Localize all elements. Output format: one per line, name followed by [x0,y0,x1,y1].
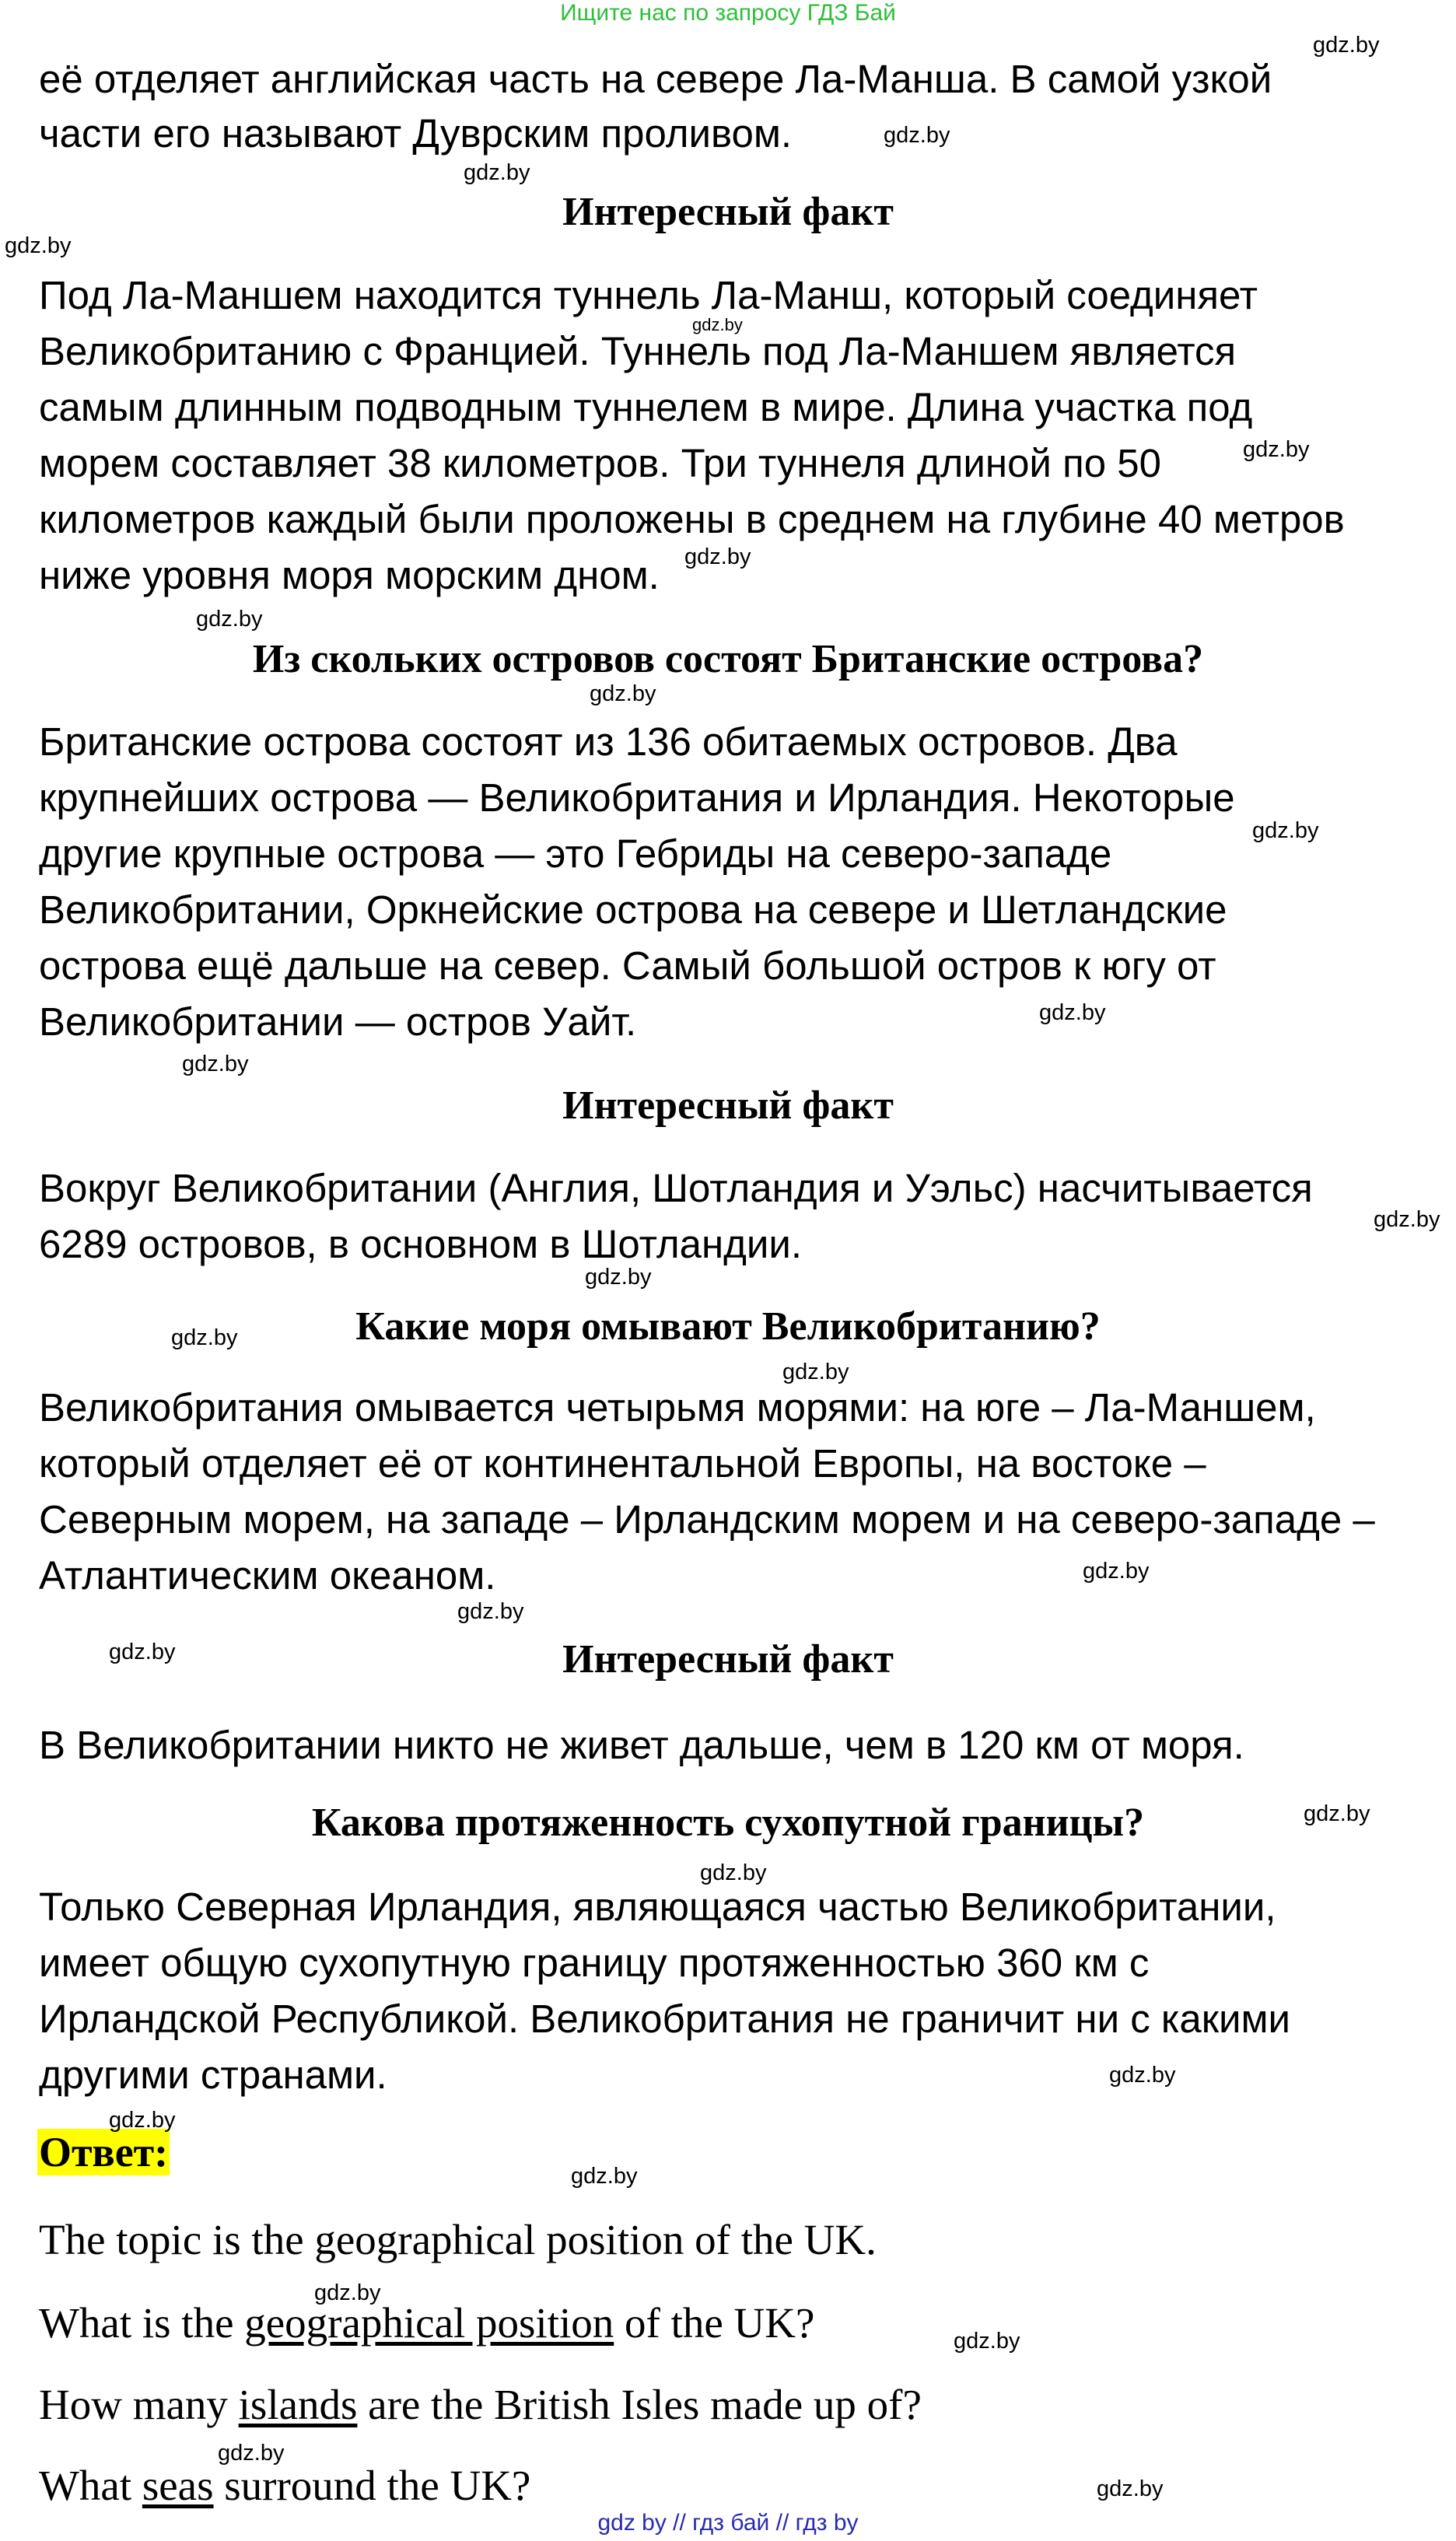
footer-links[interactable]: gdz by // гдз бай // гдз by [597,2510,859,2536]
watermark: gdz.by [700,1860,767,1885]
paragraph-line: Северным морем, на западе – Ирландским морем и на северо-западе – [39,1497,1375,1542]
top-banner[interactable]: Ищите нас по запросу ГДЗ Бай [560,0,896,26]
answer-line-4 [39,2461,530,2511]
watermark: gdz.by [954,2329,1020,2354]
paragraph-line: Под Ла-Маншем находится туннель Ла-Манш, который соединяет [39,273,1258,317]
watermark: gdz.by [109,1640,176,1664]
paragraph-line: самым длинным подводным туннелем в мире. Длина участка под [39,385,1253,429]
watermark: gdz.by [457,1599,524,1624]
watermark: gdz.by [1313,33,1380,58]
answer-keyword: islands [238,2381,358,2428]
paragraph-line: который отделяет её от континентальной Европы, на востоке – [39,1441,1206,1486]
section-heading-seas: Какие моря омывают Великобританию? [355,1304,1101,1349]
paragraph-line: Великобритании, Оркнейские острова на севере и Шетландские [39,887,1227,932]
watermark: gdz.by [171,1325,238,1350]
answer-line-text: surround the UK? [213,2462,531,2509]
paragraph-line: ниже уровня моря морским дном. [39,553,660,597]
watermark: gdz.by [1374,1207,1440,1232]
watermark: gdz.by [1109,2063,1176,2088]
paragraph-line: крупнейших острова — Великобритания и Ирландия. Некоторые [39,775,1235,820]
watermark: gdz.by [109,2108,176,2133]
paragraph-line: Вокруг Великобритании (Англия, Шотландия и Уэльс) насчитывается [39,1166,1313,1210]
watermark: gdz.by [684,544,751,569]
watermark: gdz.by [1252,818,1319,843]
watermark: gdz.by [692,315,743,334]
watermark: gdz.by [1097,2476,1164,2501]
paragraph-line: Атлантическим океаном. [39,1553,496,1598]
intro-line-2: части его называют Дуврским проливом. [39,111,793,156]
watermark: gdz.by [5,233,72,258]
watermark: gdz.by [314,2280,381,2305]
answer-line-text: How many [39,2381,239,2428]
paragraph-line: морем составляет 38 километров. Три туннеля длиной по 50 [39,441,1161,485]
section-heading-land-border: Какова протяженность сухопутной границы? [311,1801,1145,1845]
paragraph-line: другими странами. [39,2053,387,2097]
paragraph-line: Только Северная Ирландия, являющаяся частью Великобритании, [39,1885,1276,1929]
paragraph-line: другие крупные острова — это Гебриды на северо-западе [39,831,1112,876]
answer-keyword: seas [142,2462,214,2509]
answer-keyword: geographical position [244,2299,614,2347]
section-heading-fact-sea-distance: Интересный факт [562,1637,894,1682]
paragraph-line: километров каждый были проложены в среднем на глубине 40 метров [39,497,1345,541]
watermark: gdz.by [464,160,530,185]
watermark: gdz.by [218,2441,285,2466]
answer-line-text: of the UK? [614,2299,815,2347]
watermark: gdz.by [196,607,263,632]
watermark: gdz.by [884,123,950,148]
paragraph-line: Британские острова состоят из 136 обитаемых островов. Два [39,719,1178,764]
paragraph-line: Ирландской Республикой. Великобритания не граничит ни с какими [39,1997,1291,2041]
watermark: gdz.by [182,1052,249,1076]
paragraph-line: имеет общую сухопутную границу протяженностью 360 км с [39,1941,1150,1985]
paragraph-line: Великобритании — остров Уайт. [39,999,637,1044]
answer-line-text: What [39,2462,142,2509]
watermark: gdz.by [1243,437,1310,462]
paragraph-line: Великобритания омывается четырьмя морями: на юге – Ла-Маншем, [39,1385,1316,1430]
paragraph-line: В Великобритании никто не живет дальше, чем в 120 км от моря. [39,1723,1244,1767]
answer-line-text: are the British Isles made up of? [357,2381,922,2428]
watermark: gdz.by [1083,1559,1150,1584]
paragraph-line: острова ещё дальше на север. Самый большой остров к югу от [39,943,1216,988]
watermark: gdz.by [782,1360,849,1384]
watermark: gdz.by [1304,1801,1370,1826]
watermark: gdz.by [1039,1000,1106,1025]
section-heading-british-isles: Из скольких островов состоят Британские острова? [252,637,1204,681]
answer-line-3 [39,2380,922,2430]
watermark: gdz.by [571,2164,638,2189]
paragraph-line: Великобританию с Францией. Туннель под Ла-Маншем является [39,329,1237,373]
intro-line-1: её отделяет английская часть на севере Ла-Манша. В самой узкой [39,57,1272,101]
section-heading-fact-islands: Интересный факт [562,1083,894,1128]
answer-label: Ответ: [39,2129,169,2175]
section-heading-fact-tunnel: Интересный факт [562,190,894,234]
answer-line-1 [39,2215,877,2265]
answer-line-text: What is the [39,2299,245,2347]
paragraph-line: 6289 островов, в основном в Шотландии. [39,1222,803,1266]
answer-line-text: The topic is the geographical position of the UK. [39,2216,877,2263]
watermark: gdz.by [585,1265,652,1290]
answer-line-2 [39,2298,814,2348]
watermark: gdz.by [590,681,656,706]
